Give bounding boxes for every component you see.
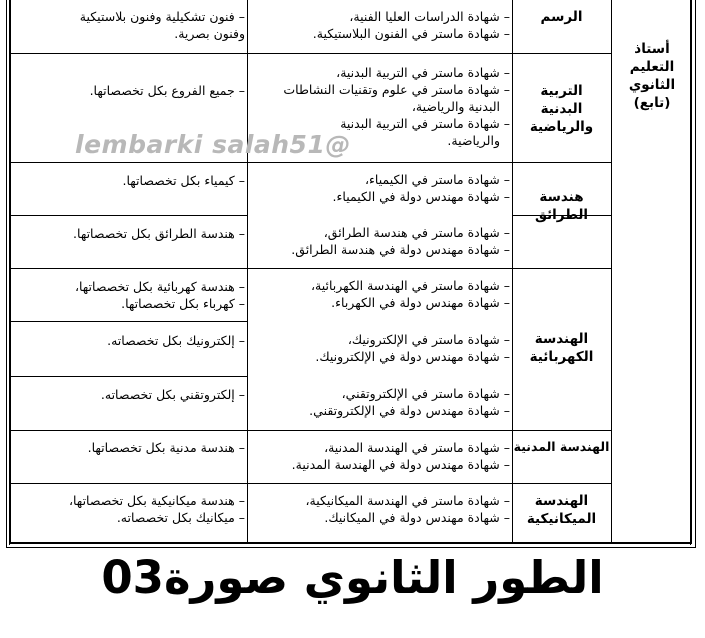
diploma-line: – شهادة ماستر في الإلكتروتقني، bbox=[341, 386, 510, 401]
specialties-chemistry bbox=[12, 172, 245, 189]
col-divider bbox=[690, 0, 691, 545]
row-divider bbox=[9, 321, 247, 322]
specialties-physical-education bbox=[12, 82, 245, 99]
row-divider bbox=[9, 542, 690, 543]
grade-line: التعليم bbox=[629, 59, 675, 75]
specialty-line: – إلكترونيك بكل تخصصاته. bbox=[107, 333, 245, 348]
diplomas-mechanical bbox=[250, 492, 510, 526]
diplomas-drawing bbox=[250, 8, 510, 42]
row-divider bbox=[9, 268, 611, 269]
diploma-line: – شهادة ماستر في التربية البدنية، bbox=[336, 65, 510, 80]
specialty-line: – جميع الفروع بكل تخصصاتها. bbox=[89, 83, 245, 98]
diploma-line: – شهادة مهندس دولة في الإلكترونيك. bbox=[315, 349, 510, 364]
diplomas-electronics bbox=[250, 331, 510, 365]
field-name: الهندسة bbox=[534, 493, 589, 509]
diplomas-process-engineering bbox=[250, 224, 510, 258]
specialty-line: – كهرباء بكل تخصصاتها. bbox=[121, 296, 245, 311]
specialty-line: وفنون بصرية. bbox=[174, 26, 245, 41]
field-name: والرياضية bbox=[529, 119, 594, 135]
diploma-line: – شهادة ماستر في علوم وتقنيات النشاطات bbox=[283, 82, 510, 97]
specialty-line: – هندسة كهربائية بكل تخصصاتها، bbox=[74, 279, 245, 294]
field-name: الكهربائية bbox=[529, 349, 594, 365]
specialties-electrical bbox=[12, 278, 245, 312]
field-electrical-engineering bbox=[512, 330, 611, 366]
diploma-line: – شهادة مهندس دولة في الهندسة المدنية. bbox=[291, 457, 510, 472]
diploma-line: – شهادة ماستر في الفنون البلاستيكية. bbox=[312, 26, 510, 41]
specialty-line: – كيمياء بكل تخصصاتها. bbox=[122, 173, 245, 188]
field-name: الهندسة المدنية bbox=[513, 439, 610, 454]
diploma-line: – شهادة ماستر في الهندسة الكهربائية، bbox=[311, 278, 510, 293]
grade-line: الثانوي bbox=[628, 77, 676, 93]
specialty-line: – ميكانيك بكل تخصصاته. bbox=[116, 510, 245, 525]
specialty-line: – فنون تشكيلية وفنون بلاستيكية bbox=[79, 9, 245, 24]
specialties-civil bbox=[12, 439, 245, 456]
row-divider bbox=[9, 430, 611, 431]
field-civil-engineering bbox=[512, 438, 611, 456]
field-name: الرسم bbox=[540, 9, 583, 25]
field-name: الميكانيكية bbox=[526, 511, 597, 527]
row-divider bbox=[9, 376, 247, 377]
field-process-engineering bbox=[512, 188, 611, 224]
diploma-line: – شهادة مهندس دولة في هندسة الطرائق. bbox=[291, 242, 510, 257]
diploma-line: – شهادة ماستر في التربية البدنية bbox=[340, 116, 510, 131]
field-name: الهندسة bbox=[534, 331, 589, 347]
diploma-line: – شهادة ماستر في الهندسة الميكانيكية، bbox=[305, 493, 510, 508]
row-divider bbox=[9, 162, 611, 163]
grade-label bbox=[617, 40, 687, 112]
diplomas-chemistry bbox=[250, 171, 510, 205]
diploma-line: البدنية والرياضية، bbox=[411, 99, 500, 114]
diplomas-civil bbox=[250, 439, 510, 473]
specialty-line: – إلكتروتقني بكل تخصصاته. bbox=[100, 387, 245, 402]
specialties-mechanical bbox=[12, 492, 245, 526]
field-name: التربية bbox=[540, 83, 583, 99]
diploma-line: – شهادة الدراسات العليا الفنية، bbox=[349, 9, 510, 24]
diploma-line: – شهادة مهندس دولة في الكهرباء. bbox=[331, 295, 510, 310]
page-caption: الطور الثانوي صورة03 bbox=[101, 551, 604, 604]
diploma-line: والرياضية. bbox=[447, 133, 500, 148]
diploma-line: – شهادة ماستر في الكيمياء، bbox=[364, 172, 510, 187]
diploma-line: – شهادة مهندس دولة في الإلكتروتقني. bbox=[309, 403, 510, 418]
row-divider bbox=[9, 483, 611, 484]
diploma-line: – شهادة مهندس دولة في الكيمياء. bbox=[332, 189, 510, 204]
col-divider bbox=[9, 0, 10, 545]
grade-line: (تابع) bbox=[633, 95, 671, 111]
field-name: هندسة bbox=[539, 189, 584, 205]
col-divider bbox=[611, 0, 612, 542]
specialties-process-engineering bbox=[12, 225, 245, 242]
field-drawing bbox=[512, 8, 611, 26]
diploma-line: – شهادة ماستر في هندسة الطرائق، bbox=[323, 225, 510, 240]
diplomas-electrical bbox=[250, 277, 510, 311]
specialties-drawing bbox=[12, 8, 245, 42]
field-name: البدنية bbox=[540, 101, 583, 117]
diplomas-electrotechnics bbox=[250, 385, 510, 419]
field-name: الطرائق bbox=[534, 207, 589, 223]
watermark: lembarki salah51@ bbox=[75, 130, 351, 159]
field-mechanical-engineering bbox=[512, 492, 611, 528]
grade-line: أستاذ bbox=[634, 41, 670, 57]
col-divider bbox=[247, 0, 248, 542]
row-divider bbox=[9, 215, 247, 216]
specialty-line: – هندسة مدنية بكل تخصصاتها. bbox=[87, 440, 245, 455]
diploma-line: – شهادة ماستر في الإلكترونيك، bbox=[347, 332, 510, 347]
field-physical-education bbox=[512, 82, 611, 136]
specialty-line: – هندسة ميكانيكية بكل تخصصاتها، bbox=[68, 493, 245, 508]
specialty-line: – هندسة الطرائق بكل تخصصاتها. bbox=[73, 226, 245, 241]
row-divider bbox=[9, 53, 611, 54]
diploma-line: – شهادة ماستر في الهندسة المدنية، bbox=[324, 440, 510, 455]
specialties-electrotechnics bbox=[12, 386, 245, 403]
specialties-electronics bbox=[12, 332, 245, 349]
diploma-line: – شهادة مهندس دولة في الميكانيك. bbox=[324, 510, 510, 525]
